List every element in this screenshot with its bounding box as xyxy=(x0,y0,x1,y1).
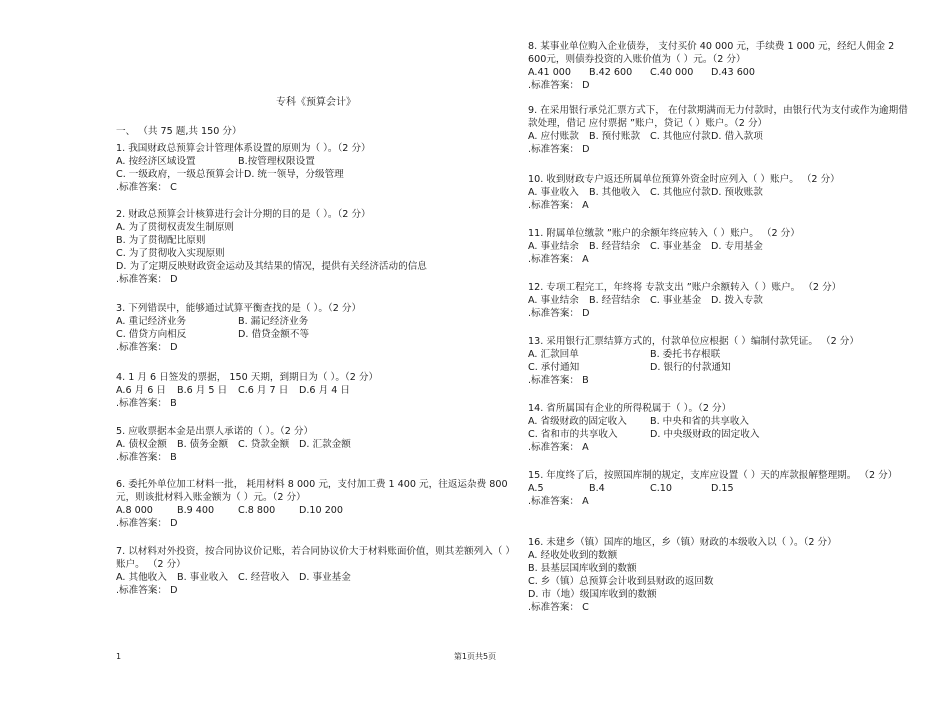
answer-option: C. 其他应付款 xyxy=(650,131,711,142)
question-stem: 7. 以材料对外投资，按合同协议价记账，若合同协议价大于材料账面价值，则其差额列入（ ）账户。 （2 分） xyxy=(116,546,516,570)
answer-option: C. 经营收入 xyxy=(238,572,290,583)
option-row xyxy=(116,328,516,341)
answer-option: C.6 月 7 日 xyxy=(238,385,289,396)
question-stem: 16. 未建乡（镇）国库的地区，乡（镇）财政的本级收入以（ ）。（2 分） xyxy=(528,537,837,548)
option-row xyxy=(116,571,516,584)
question-stem: 3. 下列错误中，能够通过试算平衡查找的是（ ）。（2 分） xyxy=(116,303,362,314)
option-row xyxy=(528,240,913,253)
question-stem: 9. 在采用银行承兑汇票方式下， 在付款期满而无力付款时，由银行代为支付或作为逾期借款处理，借记 应付票据 ”账户，贷记（ ）账户。（2 分） xyxy=(528,105,908,129)
answer-option: D. 拨入专款 xyxy=(711,295,763,306)
option-row xyxy=(528,130,913,143)
page-number: 1 xyxy=(116,652,122,661)
option-row xyxy=(528,294,913,307)
question-item xyxy=(528,469,913,508)
section-heading: 一、 （共 75 题,共 150 分） xyxy=(116,126,242,137)
standard-answer: .标准答案： A xyxy=(528,442,589,453)
answer-option: B. 预付账款 xyxy=(589,131,641,142)
answer-option: C. 为了贯彻收入实现原则 xyxy=(116,248,225,259)
answer-option: D. 汇款金额 xyxy=(299,439,351,450)
question-item xyxy=(528,104,913,156)
standard-answer: .标准答案： B xyxy=(528,375,589,386)
answer-option: C. 事业基金 xyxy=(650,295,702,306)
question-item xyxy=(116,302,516,354)
answer-option: D.10 200 xyxy=(299,505,344,516)
option-row xyxy=(116,155,516,168)
question-item xyxy=(116,425,516,464)
question-item xyxy=(528,227,913,266)
standard-answer: .标准答案： A xyxy=(528,254,589,265)
answer-option: D. 市（地）级国库收到的数额 xyxy=(528,589,657,600)
answer-option: B.6 月 5 日 xyxy=(177,385,228,396)
option-row xyxy=(528,415,913,428)
option-row xyxy=(528,66,913,79)
option-row xyxy=(528,575,913,588)
question-stem: 11. 附属单位缴款 ”账户的余额年终应转入（ ）账户。 （2 分） xyxy=(528,228,800,239)
answer-option: B. 县基层国库收到的数额 xyxy=(528,563,637,574)
doc-title: 专科《预算会计》 xyxy=(276,97,356,108)
answer-option: B. 委托书存根联 xyxy=(650,349,721,360)
answer-option: A. 按经济区域设置 xyxy=(116,156,196,167)
option-row xyxy=(116,438,516,451)
option-row xyxy=(116,504,516,517)
answer-option: C.8 800 xyxy=(238,505,276,516)
answer-option: D. 统一领导，分级管理 xyxy=(243,169,344,180)
answer-option: D.6 月 4 日 xyxy=(299,385,350,396)
question-item xyxy=(528,335,913,387)
question-item xyxy=(116,545,516,597)
answer-option: A. 汇款回单 xyxy=(528,349,579,360)
option-row xyxy=(116,384,516,397)
option-row xyxy=(528,361,913,374)
answer-option: A. 重记经济业务 xyxy=(116,316,187,327)
option-row xyxy=(116,247,516,260)
answer-option: A. 事业收入 xyxy=(528,187,579,198)
question-item xyxy=(528,173,913,212)
answer-option: D. 为了定期反映财政资金运动及其结果的情况，提供有关经济活动的信息 xyxy=(116,261,427,272)
option-row xyxy=(528,428,913,441)
answer-option: B. 经营结余 xyxy=(589,295,641,306)
answer-option: A.6 月 6 日 xyxy=(116,385,166,396)
answer-option: B. 事业收入 xyxy=(177,572,229,583)
page-count: 第1页共5页 xyxy=(453,652,497,661)
option-row xyxy=(116,234,516,247)
standard-answer: .标准答案： D xyxy=(116,342,178,353)
question-stem: 6. 委托外单位加工材料一批， 耗用材料 8 000 元，支付加工费 1 400 元，往返运杂费 800 元，则该批材料入账金额为（ ）元。（2 分） xyxy=(116,479,508,503)
answer-option: C. 承付通知 xyxy=(528,362,580,373)
option-row xyxy=(528,549,913,562)
answer-option: C. 乡（镇）总预算会计收到县财政的返回数 xyxy=(528,576,714,587)
answer-option: C. 省和市的共享收入 xyxy=(528,429,618,440)
answer-option: B.42 600 xyxy=(589,67,633,78)
answer-option: A.41 000 xyxy=(528,67,572,78)
question-stem: 15. 年度终了后，按照国库制的规定，支库应设置（ ）天的库款报解整理期。 （2 分） xyxy=(528,470,898,481)
answer-option: C. 其他应付款 xyxy=(650,187,711,198)
answer-option: B. 债务金额 xyxy=(177,439,229,450)
answer-option: C. 借贷方向相反 xyxy=(116,329,187,340)
answer-option: B. 为了贯彻配比原则 xyxy=(116,235,206,246)
standard-answer: .标准答案： A xyxy=(528,200,589,211)
answer-option: A. 为了贯彻权责发生制原则 xyxy=(116,222,235,233)
answer-option: A.5 xyxy=(528,483,544,494)
answer-option: B. 漏记经济业务 xyxy=(238,316,309,327)
answer-option: D. 借入款项 xyxy=(711,131,763,142)
question-stem: 4. 1 月 6 日签发的票据， 150 天期，到期日为（ ）。（2 分） xyxy=(116,372,379,383)
option-row xyxy=(528,588,913,601)
question-stem: 14. 省所属国有企业的所得税属于（ ）。（2 分） xyxy=(528,403,732,414)
question-stem: 2. 财政总预算会计核算进行会计分期的目的是（ ）。（2 分） xyxy=(116,209,371,220)
question-stem: 8. 某事业单位购入企业债券， 支付买价 40 000 元，手续费 1 000 元，经纪人佣金 2 600元，则债券投资的入账价值为（ ）元。（2 分） xyxy=(528,41,895,65)
answer-option: B. 其他收入 xyxy=(589,187,641,198)
option-row xyxy=(116,315,516,328)
answer-option: A. 其他收入 xyxy=(116,572,167,583)
answer-option: D. 借贷金额不等 xyxy=(238,329,310,340)
answer-option: A. 省级财政的固定收入 xyxy=(528,416,627,427)
answer-option: C. 一级政府，一级总预算会计 xyxy=(116,169,244,180)
answer-option: A. 应付账款 xyxy=(528,131,579,142)
question-item xyxy=(116,142,516,194)
answer-option: D. 专用基金 xyxy=(711,241,763,252)
standard-answer: .标准答案： D xyxy=(116,518,178,529)
question-item xyxy=(116,478,516,530)
question-item xyxy=(116,208,516,286)
option-row xyxy=(116,221,516,234)
option-row xyxy=(528,482,913,495)
question-stem: 1. 我国财政总预算会计管理体系设置的原则为（ ）。（2 分） xyxy=(116,143,371,154)
question-stem: 12. 专项工程完工，年终将 专款支出 ”账户余额转入（ ）账户。 （2 分） xyxy=(528,282,842,293)
answer-option: A. 事业结余 xyxy=(528,241,579,252)
question-item xyxy=(116,371,516,410)
option-row xyxy=(528,562,913,575)
answer-option: C.40 000 xyxy=(650,67,694,78)
standard-answer: .标准答案： A xyxy=(528,496,589,507)
answer-option: B.4 xyxy=(589,483,605,494)
answer-option: B.按管理权限设置 xyxy=(238,156,315,167)
answer-option: A. 经收处收到的数额 xyxy=(528,550,618,561)
standard-answer: .标准答案： C xyxy=(528,602,589,613)
option-row xyxy=(528,348,913,361)
standard-answer: .标准答案： D xyxy=(528,144,590,155)
answer-option: D.15 xyxy=(711,483,734,494)
answer-option: A.8 000 xyxy=(116,505,153,516)
question-stem: 13. 采用银行汇票结算方式的，付款单位应根据（ ）编制付款凭证。 （2 分） xyxy=(528,336,859,347)
answer-option: D. 银行的付款通知 xyxy=(650,362,731,373)
standard-answer: .标准答案： D xyxy=(528,308,590,319)
question-stem: 10. 收到财政专户返还所属单位预算外资金时应列入（ ）账户。 （2 分） xyxy=(528,174,840,185)
standard-answer: .标准答案： B xyxy=(116,398,177,409)
answer-option: C. 事业基金 xyxy=(650,241,702,252)
answer-option: B. 中央和省的共享收入 xyxy=(650,416,750,427)
question-item xyxy=(528,402,913,454)
answer-option: C.10 xyxy=(650,483,672,494)
answer-option: D. 事业基金 xyxy=(299,572,351,583)
answer-option: B.9 400 xyxy=(177,505,215,516)
option-row xyxy=(116,260,516,273)
standard-answer: .标准答案： D xyxy=(116,274,178,285)
answer-option: C. 贷款金额 xyxy=(238,439,290,450)
answer-option: B. 经营结余 xyxy=(589,241,641,252)
answer-option: D. 预收账款 xyxy=(711,187,763,198)
answer-option: A. 债权金额 xyxy=(116,439,167,450)
question-stem: 5. 应收票据本金是出票人承诺的（ ）。（2 分） xyxy=(116,426,314,437)
standard-answer: .标准答案： C xyxy=(116,182,177,193)
question-item xyxy=(528,281,913,320)
standard-answer: .标准答案： B xyxy=(116,452,177,463)
standard-answer: .标准答案： D xyxy=(528,80,590,91)
question-item xyxy=(528,536,913,614)
option-row xyxy=(116,168,516,181)
answer-option: D. 中央级财政的固定收入 xyxy=(650,429,760,440)
answer-option: A. 事业结余 xyxy=(528,295,579,306)
answer-option: D.43 600 xyxy=(711,67,756,78)
option-row xyxy=(528,186,913,199)
question-item xyxy=(528,40,913,92)
standard-answer: .标准答案： D xyxy=(116,585,178,596)
